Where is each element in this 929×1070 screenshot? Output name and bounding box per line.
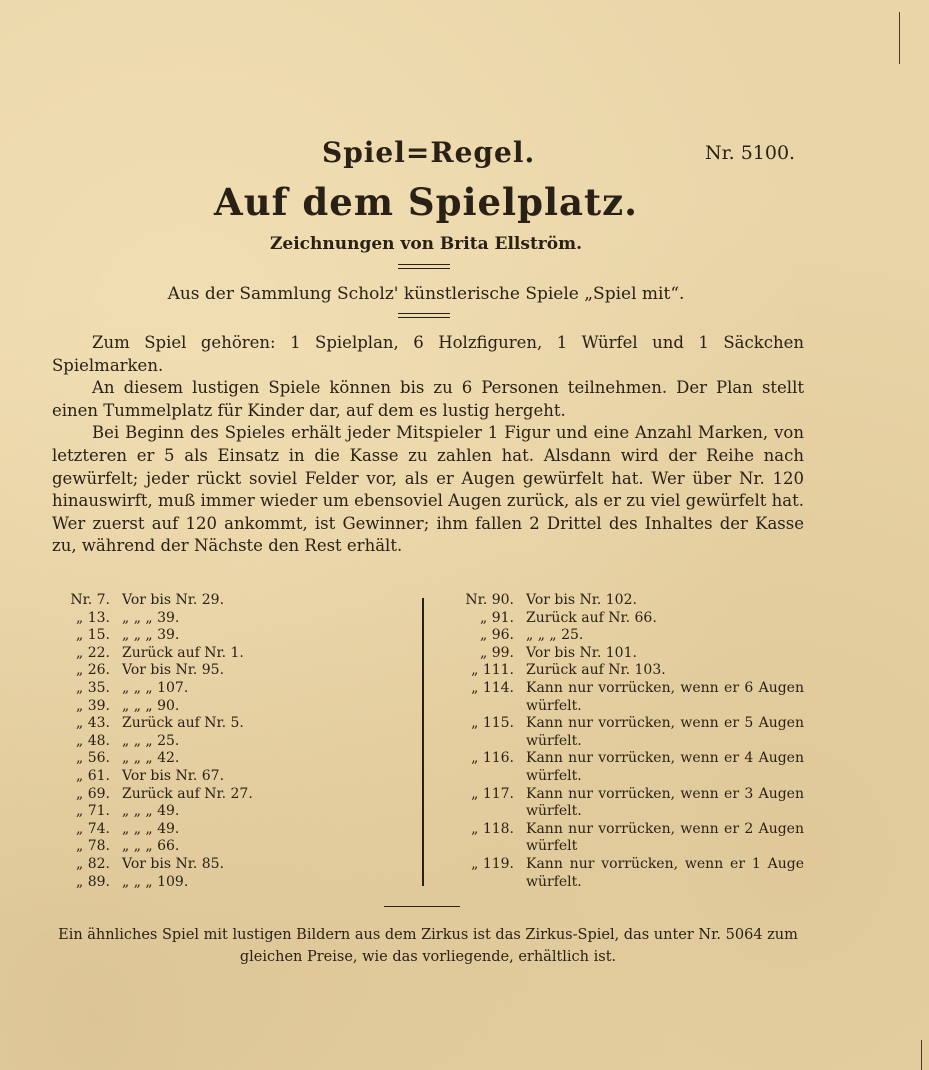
rule-row	[52, 856, 392, 874]
rule-row	[52, 803, 392, 821]
field-number: „ 39.	[76, 697, 110, 714]
field-number: „ 99.	[480, 644, 514, 661]
field-number: „ 96.	[480, 627, 514, 644]
field-number: „ 71.	[76, 803, 110, 820]
field-number: „ 117.	[471, 785, 514, 802]
field-number: „ 82.	[76, 855, 110, 872]
field-number: „ 115.	[471, 715, 514, 732]
rule-row	[446, 821, 804, 856]
field-action: „ „ „ 109.	[122, 873, 189, 890]
rule-row	[446, 750, 804, 785]
rule-row	[52, 786, 392, 804]
rule-row	[446, 627, 804, 645]
field-action: Zurück auf Nr. 5.	[122, 715, 244, 732]
rule-row	[446, 715, 804, 750]
field-action: Kann nur vorrücken, wenn er 2 Augen würfelt	[526, 820, 804, 855]
field-number: „ 91.	[480, 609, 514, 626]
field-number: „ 114.	[471, 679, 514, 696]
field-action: Vor bis Nr. 85.	[122, 855, 225, 872]
rule-row	[446, 856, 804, 891]
field-action: „ „ „ 49.	[122, 820, 180, 837]
page-edge-line-top	[899, 12, 900, 64]
field-action: „ „ „ 25.	[526, 627, 584, 644]
field-number: „ 13.	[76, 609, 110, 626]
rule-row	[446, 680, 804, 715]
rule-row	[52, 698, 392, 716]
rule-row	[446, 786, 804, 821]
field-action: Vor bis Nr. 67.	[122, 767, 225, 784]
field-number: „ 118.	[471, 820, 514, 837]
rules-list-left	[52, 592, 392, 891]
rule-row	[52, 662, 392, 680]
field-number: Nr. 90.	[465, 592, 514, 608]
field-action: Kann nur vorrücken, wenn er 1 Auge würfelt.	[526, 855, 804, 890]
rule-row	[52, 750, 392, 768]
field-number: „ 69.	[76, 785, 110, 802]
divider	[398, 317, 450, 318]
field-number: „ 61.	[76, 767, 110, 784]
field-action: Zurück auf Nr. 27.	[122, 785, 253, 802]
rule-row	[446, 662, 804, 680]
field-action: Vor bis Nr. 29.	[122, 592, 225, 608]
field-action: Kann nur vorrücken, wenn er 6 Augen würfelt.	[526, 679, 804, 714]
rule-row	[52, 680, 392, 698]
rule-row	[52, 627, 392, 645]
rule-row	[52, 610, 392, 628]
field-action: „ „ „ 90.	[122, 697, 180, 714]
footer-note: Ein ähnliches Spiel mit lustigen Bildern aus dem Zirkus ist das Zirkus-Spiel, das unter Nr. 5064 zum gleichen Preise, wie das vorliegende, erhältlich ist.	[58, 927, 798, 965]
field-number: „ 15.	[76, 627, 110, 644]
rule-row	[52, 592, 392, 610]
field-number: „ 56.	[76, 750, 110, 767]
illustrator-credit: Zeichnungen von Brita Ellström.	[269, 234, 583, 254]
field-number: „ 89.	[76, 873, 110, 890]
field-action: Zurück auf Nr. 66.	[526, 609, 657, 626]
field-action: „ „ „ 49.	[122, 803, 180, 820]
rule-row	[446, 645, 804, 663]
rule-row	[52, 733, 392, 751]
column-divider	[422, 598, 424, 886]
field-action: „ „ „ 66.	[122, 838, 180, 855]
divider	[398, 268, 450, 269]
field-number: „ 48.	[76, 732, 110, 749]
paragraph-gameplay: Bei Beginn des Spieles erhält jeder Mitspieler 1 Figur und eine Anzahl Marken, von letzteren er 5 als Einsatz in die Kasse zu zahlen hat. Alsdann wird der Reihe nach gewürfelt; jeder rückt soviel Felder vor, als er Augen gewürfelt hat. Wer über Nr. 120 hinauswirft, muß immer wieder um ebensoviel Augen zurück, als er zu viel gewürfelt hat. Wer zuerst auf 120 ankommt, ist Gewinner; ihm fallen 2 Drittel des Inhaltes der Kasse zu, während der Nächste den Rest erhält.	[52, 423, 804, 556]
page-title: Spiel=Regel.	[322, 136, 536, 169]
field-action: „ „ „ 39.	[122, 627, 180, 644]
field-number: „ 43.	[76, 715, 110, 732]
field-action: Kann nur vorrücken, wenn er 4 Augen würfelt.	[526, 750, 804, 784]
rule-row	[52, 715, 392, 733]
field-action: „ „ „ 42.	[122, 750, 180, 767]
page-edge-line-bottom	[921, 1040, 922, 1070]
field-action: Vor bis Nr. 95.	[122, 662, 225, 679]
field-number: „ 35.	[76, 679, 110, 696]
rule-row	[52, 645, 392, 663]
field-action: „ „ „ 107.	[122, 679, 189, 696]
game-title: Auf dem Spielplatz.	[214, 180, 638, 224]
rules-list-right	[446, 592, 804, 891]
field-action: Zurück auf Nr. 103.	[526, 662, 666, 679]
divider	[398, 313, 450, 314]
field-action: Vor bis Nr. 101.	[526, 644, 637, 661]
field-number: „ 26.	[76, 662, 110, 679]
rule-row	[446, 610, 804, 628]
product-number: Nr. 5100.	[705, 142, 796, 164]
divider	[384, 906, 460, 907]
field-number: „ 111.	[471, 662, 514, 679]
divider	[398, 264, 450, 265]
rule-row	[446, 592, 804, 610]
field-number: Nr. 7.	[70, 592, 110, 608]
paragraph-players: An diesem lustigen Spiele können bis zu 6 Personen teilnehmen. Der Plan stellt einen Tummelplatz für Kinder dar, auf dem es lustig hergeht.	[52, 378, 804, 420]
field-action: Zurück auf Nr. 1.	[122, 644, 244, 661]
field-action: Vor bis Nr. 102.	[526, 592, 637, 608]
rule-row	[52, 821, 392, 839]
field-action: „ „ „ 39.	[122, 609, 180, 626]
field-action: Kann nur vorrücken, wenn er 3 Augen würfelt.	[526, 785, 804, 820]
field-action: Kann nur vorrücken, wenn er 5 Augen würfelt.	[526, 715, 804, 749]
rule-row	[52, 838, 392, 856]
field-number: „ 74.	[76, 820, 110, 837]
rule-row	[52, 874, 392, 892]
field-number: „ 116.	[471, 750, 514, 767]
field-number: „ 22.	[76, 644, 110, 661]
field-action: „ „ „ 25.	[122, 732, 180, 749]
field-number: „ 119.	[471, 855, 514, 872]
collection-note: Aus der Sammlung Scholz' künstlerische Spiele „Spiel mit“.	[167, 284, 685, 304]
field-number: „ 78.	[76, 838, 110, 855]
rule-row	[52, 768, 392, 786]
rules-text	[52, 332, 804, 558]
paragraph-contents: Zum Spiel gehören: 1 Spielplan, 6 Holzfiguren, 1 Würfel und 1 Säckchen Spielmarken.	[52, 333, 804, 375]
